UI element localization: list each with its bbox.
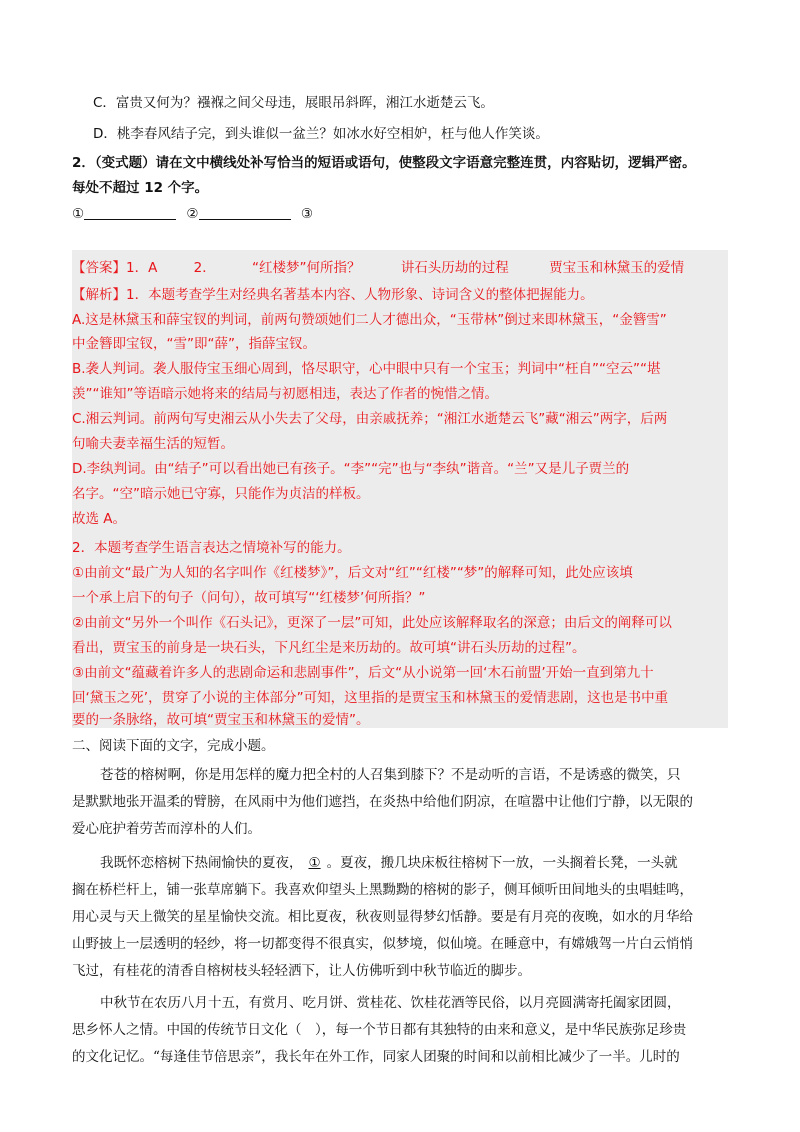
- passage-fragment: 。夏夜，搬几块床板往榕树下一放，一头搁着长凳，一头就: [326, 855, 678, 871]
- analysis-line: 中金簪即宝钗，“雪”即“薛”，指薛宝钗。: [72, 336, 316, 352]
- passage-fragment: 我既怀恋榕树下热闹愉快的夏夜，: [100, 855, 303, 871]
- analysis-line: C.湘云判词。前两句写史湘云从小失去了父母，由亲戚抚养；“湘江水逝楚云飞”藏“湘云”两字，后两: [72, 411, 668, 427]
- analysis-title: 【解析】1．本题考查学生对经典名著基本内容、人物形象、诗词含义的整体把握能力。: [72, 287, 594, 303]
- passage-blank-1[interactable]: ①: [308, 855, 321, 871]
- analysis-line: 要的一条脉络，故可填“贾宝玉和林黛玉的爱情”。: [72, 712, 370, 728]
- answer-fill-3: 贾宝玉和林黛玉的爱情: [549, 260, 685, 276]
- analysis-line: 羡”“谁知”等语暗示她将来的结局与初愿相违，表达了作者的惋惜之情。: [72, 386, 498, 402]
- answer-fill-2: 讲石头历劫的过程: [400, 260, 509, 276]
- passage-line: [100, 853, 678, 873]
- option-c: C．富贵又何为？襁褓之间父母违，展眼吊斜晖，湘江水逝楚云飞。: [93, 95, 494, 111]
- answer-fill-1: “红楼梦”何所指？: [252, 260, 361, 276]
- analysis-line: 2．本题考查学生语言表达之情境补写的能力。: [72, 540, 351, 556]
- analysis-line: 名字。“空”暗示她已守寡，只能作为贞洁的样板。: [72, 486, 370, 502]
- analysis-line: ①由前文“最广为人知的名字叫作《红楼梦》”，后文对“红”“红楼”“梦”的解释可知，此处应该填: [72, 565, 633, 581]
- analysis-line: B.袭人判词。袭人服侍宝玉细心周到，恪尽职守，心中眼中只有一个宝玉；判词中“枉自”“空云”“堪: [72, 361, 661, 377]
- analysis-line: 一个承上启下的句子（问句），故可填写“‘红楼梦’何所指？”: [72, 590, 426, 606]
- passage-line: 搁在桥栏杆上，铺一张草席躺下。我喜欢仰望头上黑黝黝的榕树的影子，侧耳倾听田间地头的虫唱蛙鸣，: [72, 882, 693, 898]
- passage-line: 爱心庇护着劳苦而淳朴的人们。: [72, 821, 261, 837]
- answer-q2: 2．: [193, 260, 216, 276]
- passage-line: 山野披上一层透明的轻纱，将一切都变得不很真实，似梦境，似仙境。在睡意中，有嫦娥驾一片白云悄悄: [72, 936, 693, 952]
- analysis-line: A.这是林黛玉和薛宝钗的判词，前两句赞颂她们二人才德出众，“玉带林”倒过来即林黛玉，“金簪雪”: [72, 312, 667, 328]
- analysis-line: 回‘黛玉之死’，贯穿了小说的主体部分”可知，这里指的是贾宝玉和林黛玉的爱情悲剧，这也是书中重: [72, 690, 669, 706]
- analysis-line: 看出，贾宝玉的前身是一块石头，下凡红尘是来历劫的。故可填“讲石头历劫的过程”。: [72, 640, 586, 656]
- analysis-line: 故选 A。: [72, 511, 127, 527]
- analysis-line: ②由前文“另外一个叫作《石头记》，更深了一层”可知，此处应该解释取名的深意；由后文的阐释可以: [72, 615, 672, 631]
- answer-line: [72, 258, 684, 278]
- blank-1-label: ①: [72, 206, 85, 222]
- blank-3-label: ③: [300, 206, 313, 222]
- passage-line: 用心灵与天上微笑的星星愉快交流。相比夏夜，秋夜则显得梦幻恬静。要是有月亮的夜晚，如水的月华给: [72, 909, 693, 925]
- answer-label: 【答案】1．A: [72, 260, 158, 276]
- analysis-line: D.李纨判词。由“结子”可以看出她已有孩子。“李”“完”也与“李纨”谐音。“兰”又是儿子贾兰的: [72, 461, 630, 477]
- passage-line: 思乡怀人之情。中国的传统节日文化（ ），每一个节日都有其独特的由来和意义，是中华民族弥足珍贵: [72, 1022, 687, 1038]
- blank-1[interactable]: [84, 205, 176, 220]
- blank-2[interactable]: [199, 205, 291, 220]
- passage-line: 苍苍的榕树啊，你是用怎样的魔力把全村的人召集到膝下？不是动听的言语，不是诱惑的微笑，只: [100, 767, 681, 783]
- passage-line: 的文化记忆。“每逢佳节倍思亲”，我长年在外工作，同家人团聚的时间和以前相比减少了一半。儿时的: [72, 1049, 680, 1065]
- passage-line: 飞过，有桂花的清香自榕树枝头轻轻洒下，让人仿佛听到中秋节临近的脚步。: [72, 963, 531, 979]
- analysis-line: ③由前文“蕴藏着许多人的悲剧命运和悲剧事件”，后文“从小说第一回‘木石前盟’开始一直到第九十: [72, 665, 654, 681]
- section-2-title: 二、阅读下面的文字，完成小题。: [72, 738, 275, 754]
- analysis-line: 句喻夫妻幸福生活的短暂。: [72, 436, 234, 452]
- question-2-limit: 每处不超过 12 个字。: [72, 180, 209, 196]
- passage-line: 是默默地张开温柔的臂膀，在风雨中为他们遮挡，在炎热中给他们阴凉，在喧嚣中让他们宁静，以无限的: [72, 794, 693, 810]
- blank-2-label: ②: [186, 206, 199, 222]
- question-2-prompt: 2．（变式题）请在文中横线处补写恰当的短语或语句，使整段文字语意完整连贯，内容贴切，逻辑严密。: [72, 155, 696, 171]
- blank-row: [72, 204, 313, 224]
- option-d: D．桃李春风结子完，到头谁似一盆兰？如冰水好空相妒，枉与他人作笑谈。: [93, 126, 549, 142]
- passage-line: 中秋节在农历八月十五，有赏月、吃月饼、赏桂花、饮桂花酒等民俗，以月亮圆满寄托阖家团圆，: [100, 995, 681, 1011]
